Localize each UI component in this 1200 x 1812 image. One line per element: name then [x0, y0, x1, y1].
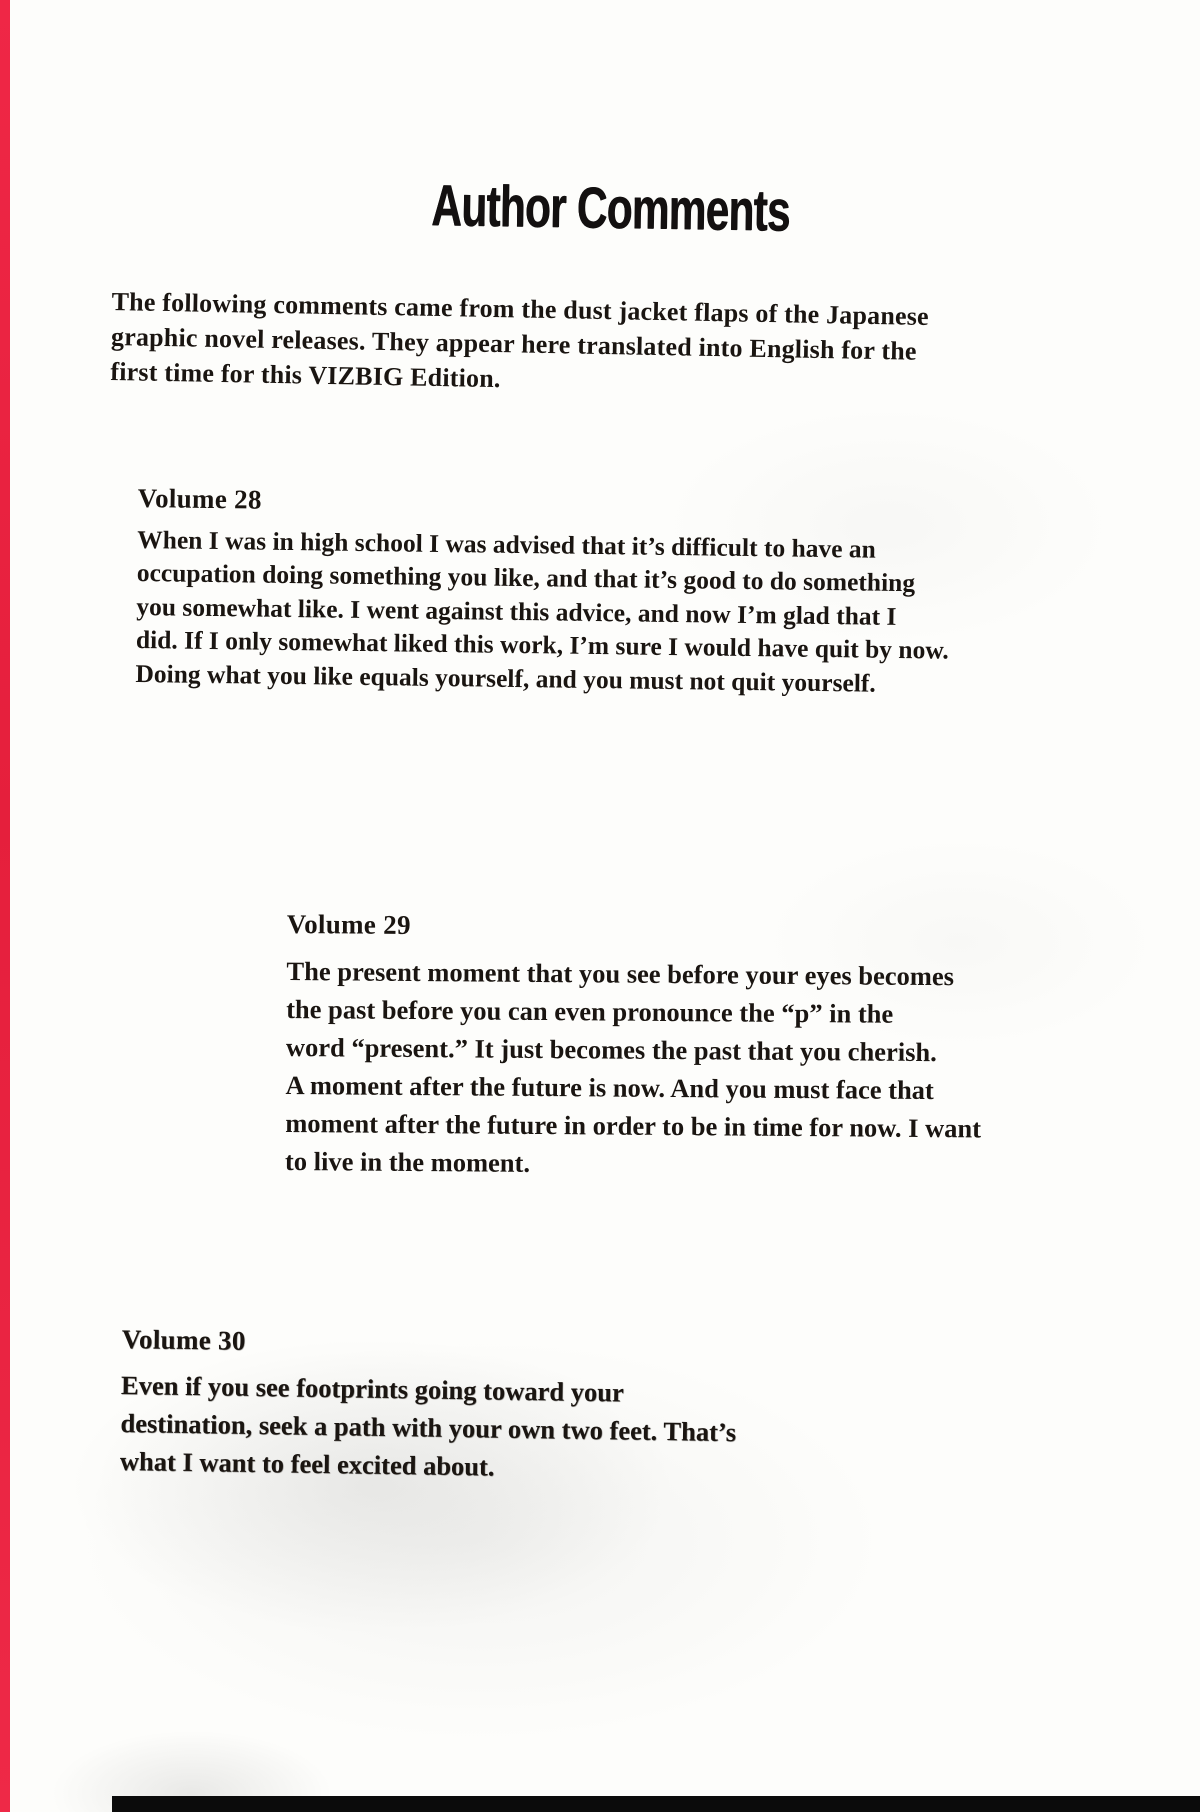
- text-line: did. If I only somewhat liked this work, I’m sure I would have quit by now.: [135, 624, 949, 665]
- section-heading: Volume 30: [121, 1323, 246, 1356]
- text-line: what I want to feel excited about.: [119, 1445, 495, 1482]
- section-volume-30: [120, 1320, 738, 1489]
- text-line: Doing what you like equals yourself, and you must not quit yourself.: [135, 658, 876, 698]
- text-line: you somewhat like. I went against this advice, and now I’m glad that I: [136, 591, 897, 631]
- section-volume-29: [285, 905, 983, 1185]
- text-line: Even if you see footprints going toward your: [120, 1369, 624, 1408]
- text-line: to live in the moment.: [284, 1145, 531, 1178]
- text-line: When I was in high school I was advised that it’s difficult to have an: [137, 524, 877, 564]
- section-heading: Volume 29: [286, 908, 411, 940]
- text-line: occupation doing something you like, and that it’s good to do something: [136, 557, 916, 598]
- text-line: moment after the future in order to be in time for now. I want: [285, 1107, 982, 1144]
- page-title: Author Comments: [430, 172, 791, 244]
- text-line: word “present.” It just becomes the past that you cherish.: [285, 1031, 937, 1068]
- book-spine-red-stripe: [0, 0, 10, 1812]
- intro-paragraph: [110, 284, 929, 404]
- text-line: graphic novel releases. They appear here translated into English for the: [110, 321, 917, 366]
- text-line: The present moment that you see before your eyes becomes: [286, 955, 955, 992]
- text-line: first time for this VIZBIG Edition.: [110, 356, 501, 394]
- section-heading: Volume 28: [137, 482, 262, 515]
- text-line: The following comments came from the dust jacket flaps of the Japanese: [111, 286, 930, 331]
- text-line: destination, seek a path with your own two feet. That’s: [120, 1407, 737, 1448]
- text-line: the past before you can even pronounce the “p” in the: [286, 993, 894, 1029]
- scan-footer-black-bar: [112, 1796, 1200, 1812]
- section-volume-28: [135, 482, 951, 701]
- text-line: A moment after the future is now. And you must face that: [285, 1069, 934, 1106]
